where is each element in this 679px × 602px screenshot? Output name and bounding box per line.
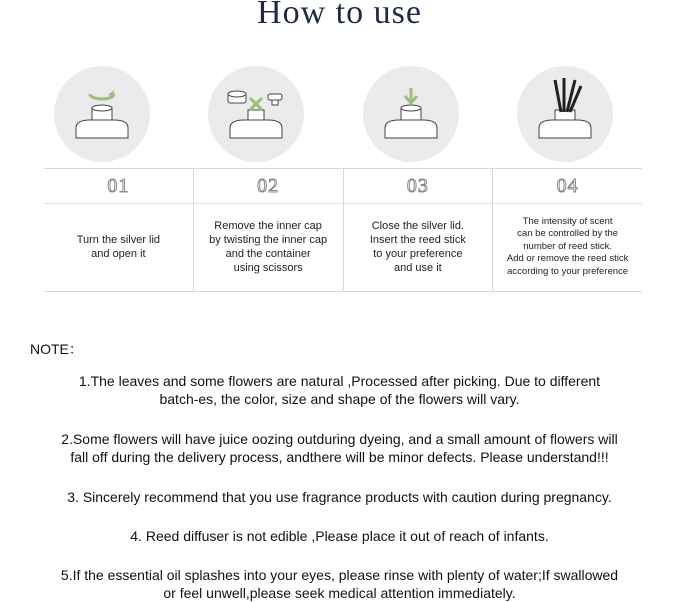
step-number: 04 [556,175,579,197]
remove-cap-icon [208,66,304,162]
step-text: The intensity of scent can be controlled by the number of reed stick. Add or remove the reed stick according to your preference [506,215,629,277]
page-title: How to use [257,0,422,31]
note-label: NOTE： [30,341,83,357]
step-2 [194,169,344,291]
note-item-3: 3. Sincerely recommend that you use fragrance products with caution during pregnancy. [67,489,612,505]
step-text: Remove the inner cap by twisting the inner cap and the container using scissors [209,220,328,274]
step-text: Turn the silver lid and open it [76,234,161,260]
step-4 [493,169,642,291]
step-number: 03 [406,175,429,197]
step-number: 01 [107,175,130,197]
step-text: Close the silver lid. Insert the reed stick to your preference and use it [369,220,466,274]
steps-table [44,168,642,292]
note-item-1: 1.The leaves and some flowers are natural ,Processed after picking. Due to different batch-es, the color, size and shape of the flowers will vary. [78,373,601,407]
close-lid-icon [363,66,459,162]
step-3 [344,169,494,291]
step-number: 02 [257,175,280,197]
note-item-2: 2.Some flowers will have juice oozing outduring dyeing, and a small amount of flowers will fall off during the delivery process, andthere will be minor defects. Please understand!!! [61,431,618,465]
twist-lid-icon [54,66,150,162]
note-item-4: 4. Reed diffuser is not edible ,Please place it out of reach of infants. [130,528,549,544]
reed-sticks-icon [517,66,613,162]
step-1 [44,169,194,291]
note-item-5: 5.If the essential oil splashes into your eyes, please rinse with plenty of water;If swallowed or feel unwell,please seek medical attention immediately. [60,567,619,601]
